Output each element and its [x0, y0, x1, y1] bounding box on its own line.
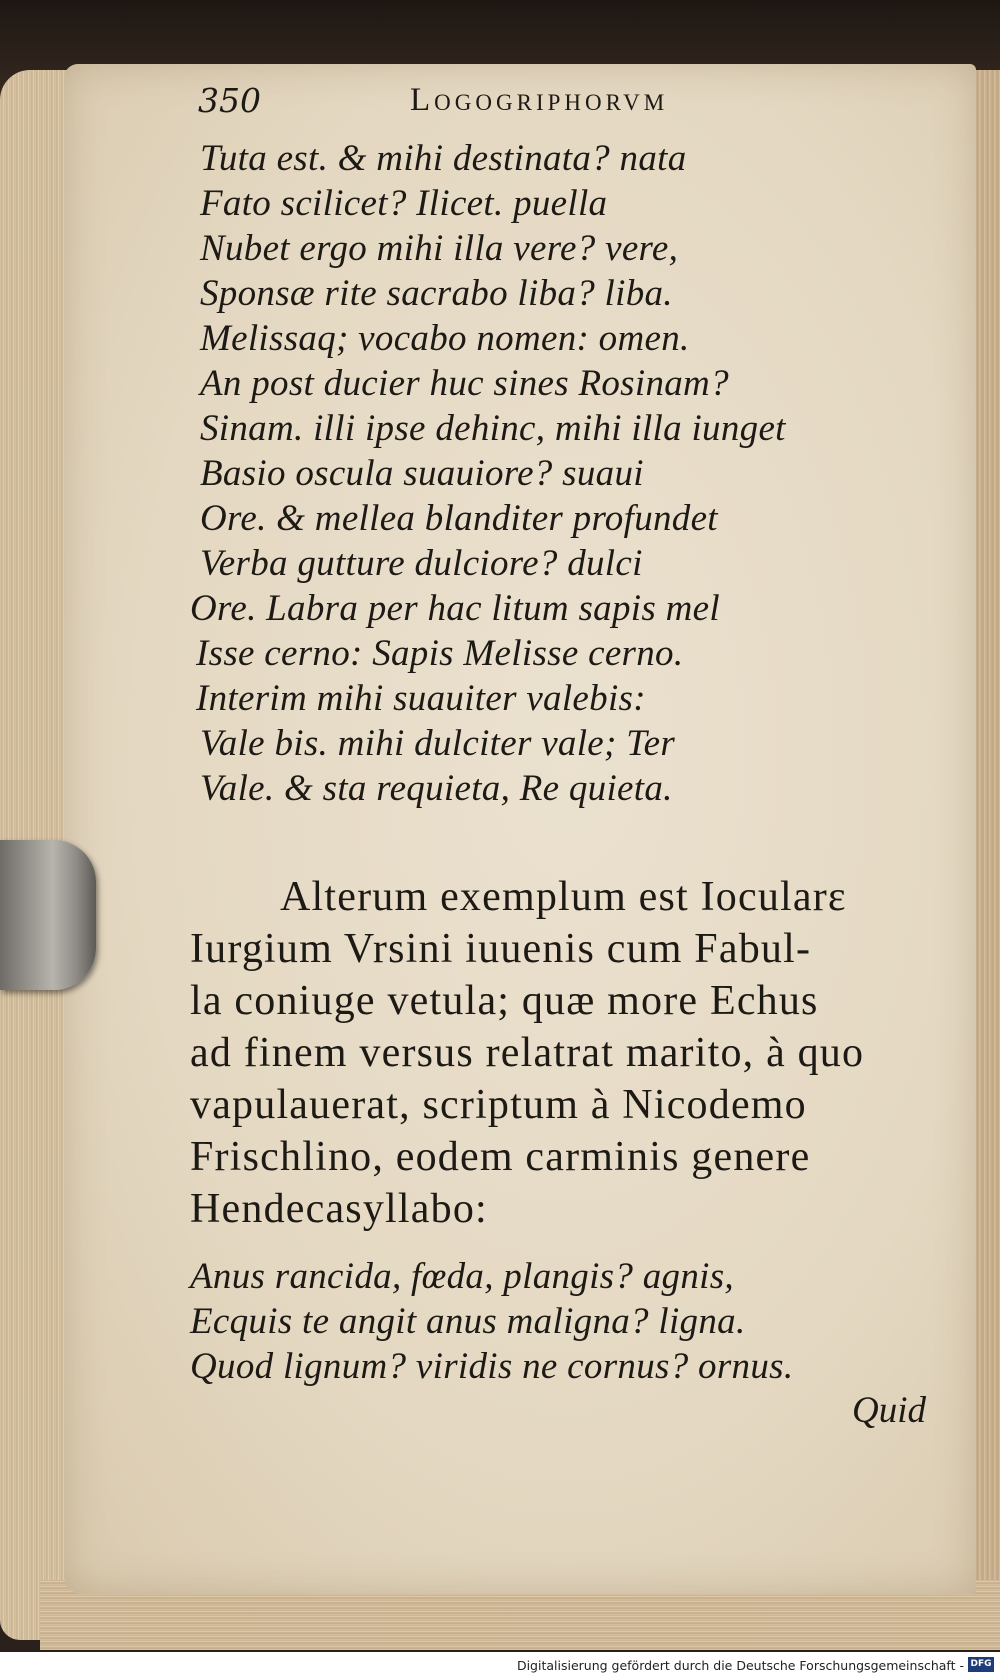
- running-title: Logogriphorvm: [410, 82, 669, 118]
- verse-line: Melissaq; vocabo nomen: omen.: [200, 318, 690, 359]
- verse-line: Vale bis. mihi dulciter vale; Ter: [200, 723, 676, 764]
- dfg-logo-badge: DFG: [968, 1657, 994, 1672]
- verse2-line: Ecquis te angit anus maligna? ligna.: [190, 1301, 746, 1342]
- verse-line: Vale. & sta requieta, Re quieta.: [200, 768, 673, 809]
- prose-line: la coniuge vetula; quæ more Echus: [190, 978, 819, 1024]
- verse-line: Fato scilicet? Ilicet. puella: [200, 183, 608, 224]
- verse-line: Ore. Labra per hac litum sapis mel: [190, 588, 720, 629]
- page-number: 350: [198, 81, 261, 120]
- verse-line: Basio oscula suauiore? suaui: [200, 453, 644, 494]
- prose-line: Frischlino, eodem carminis genere: [190, 1134, 811, 1180]
- verse-line: Verba gutture dulciore? dulci: [200, 543, 643, 584]
- prose-line: Hendecasyllabo:: [190, 1186, 488, 1232]
- verse-line: Interim mihi suauiter valebis:: [196, 678, 646, 719]
- catchword: Quid: [852, 1390, 926, 1431]
- verse-line: An post ducier huc sines Rosinam?: [200, 363, 729, 404]
- prose-line: Alterum exemplum est Iocularε: [280, 874, 847, 920]
- verse-line: Isse cerno: Sapis Melisse cerno.: [196, 633, 684, 674]
- prose-line: vapulauerat, scriptum à Nicodemo: [190, 1082, 807, 1128]
- verse-line: Sinam. illi ipse dehinc, mihi illa iunget: [200, 408, 786, 449]
- verse-line: Sponsæ rite sacrabo liba? liba.: [200, 273, 673, 314]
- verse-line: Ore. & mellea blanditer profundet: [200, 498, 718, 539]
- bookmark-strap: [0, 840, 96, 990]
- prose-line: ad finem versus relatrat marito, à quo: [190, 1030, 865, 1076]
- verse2-line: Quod lignum? viridis ne cornus? ornus.: [190, 1346, 794, 1387]
- prose-line: Iurgium Vrsini iuuenis cum Fabul-: [190, 926, 812, 972]
- footer-credit: Digitalisierung gefördert durch die Deutsche Forschungsgemeinschaft -: [516, 1658, 964, 1673]
- verse2-line: Anus rancida, fœda, plangis? agnis,: [190, 1256, 734, 1297]
- verse-line: Nubet ergo mihi illa vere? vere,: [200, 228, 679, 269]
- verse-line: Tuta est. & mihi destinata? nata: [200, 138, 687, 179]
